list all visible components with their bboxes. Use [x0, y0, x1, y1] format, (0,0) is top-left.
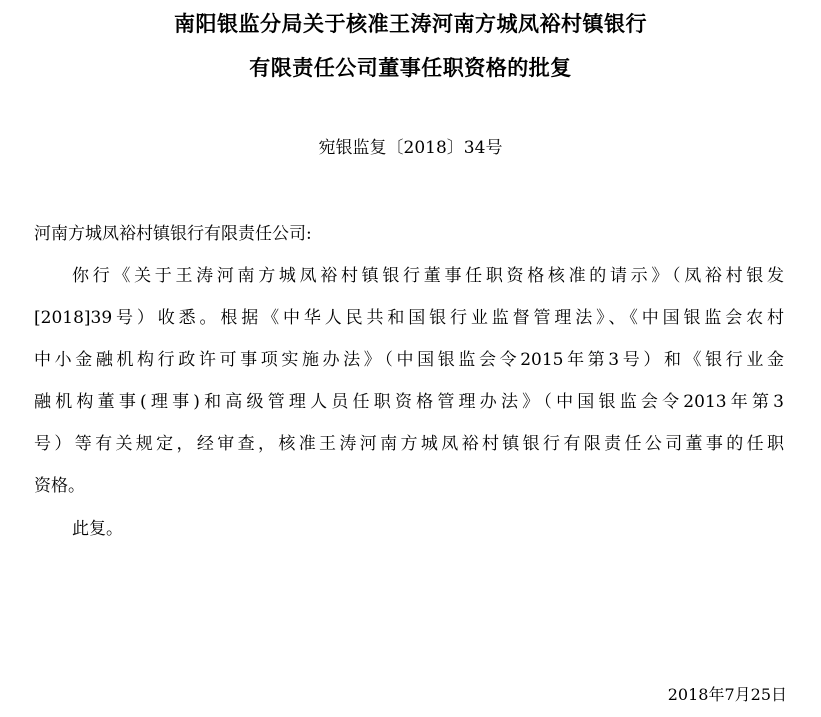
addressee: 河南方城凤裕村镇银行有限责任公司:: [34, 224, 312, 244]
body-line-1: 你行《关于王涛河南方城凤裕村镇银行董事任职资格核准的请示》（凤裕村银发: [72, 266, 784, 286]
body-line-4: 融机构董事(理事)和高级管理人员任职资格管理办法》（中国银监会令2013年第3: [34, 392, 784, 412]
body-line-2: [2018]39号）收悉。根据《中华人民共和国银行业监督管理法》、《中国银监会农村: [34, 308, 784, 328]
closing-text: 此复。: [72, 519, 123, 539]
body-line-5: 号）等有关规定，经审查，核准王涛河南方城凤裕村镇银行有限责任公司董事的任职: [34, 434, 784, 454]
document-number: 宛银监复〔2018〕34号: [318, 138, 503, 158]
body-line-6: 资格。: [34, 476, 85, 496]
body-line-3: 中小金融机构行政许可事项实施办法》（中国银监会令2015年第3号）和《银行业金: [34, 350, 784, 370]
document-date: 2018年7月25日: [667, 685, 787, 704]
document-title-line-1: 南阳银监分局关于核准王涛河南方城凤裕村镇银行: [174, 12, 647, 36]
document-title-line-2: 有限责任公司董事任职资格的批复: [249, 56, 572, 80]
